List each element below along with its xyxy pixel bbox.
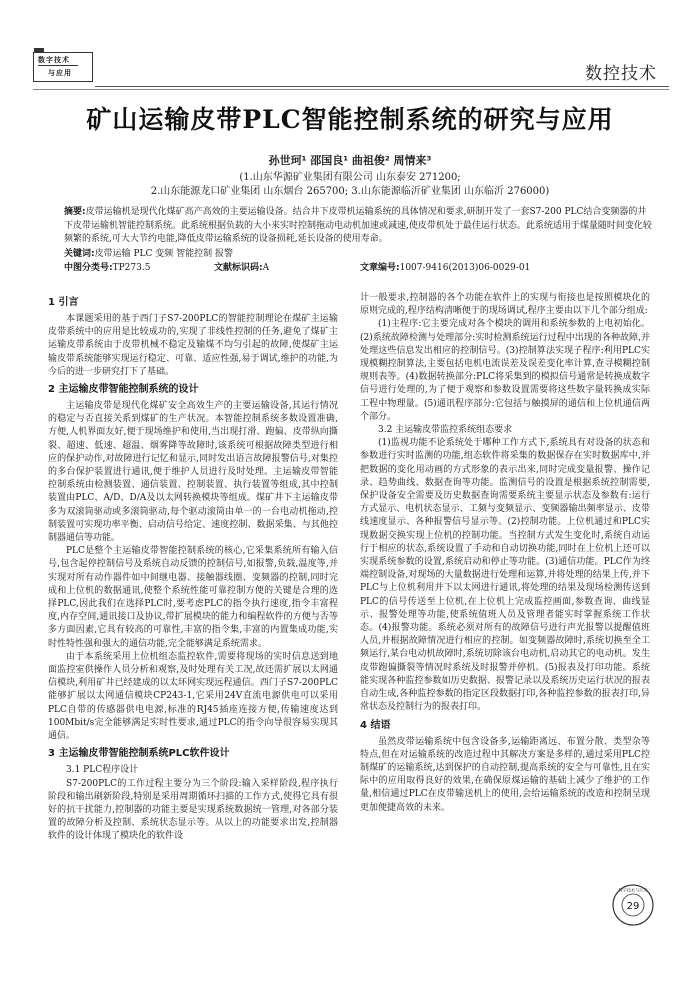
keywords-label: 关键词: — [64, 249, 95, 259]
affiliation-line: 2.山东能源龙口矿业集团 山东烟台 265700; 3.山东能源临沂矿业集团 山东临沂 276000) — [150, 186, 550, 197]
paragraph: (1)主程序:它主要完成对各个模块的调用和系统参数的上电初始化。(2)系统故障检测与处理部分:实时检测系统运行过程中出现的各种故障,并处理这些信息发出相应的控制信号。(3)控制算法实现子程序:利用PLC实现模糊控制算法,主要包括电机电流误差及误差变化率计算,查寻模糊控制规则表等。(4)数据转换部分:PLC将采集到的模拟信号通常是转换成数字信号进行处理的,为了便于观察和参数设置需要将这些数字量转换成实际工程中物理量。(5)通讯程序部分:它包括与触摸屏的通信和上位机通信两个部分。 — [360, 319, 650, 422]
paragraph: S7-200PLC的工作过程主要分为三个阶段:输入采样阶段,程序执行阶段和输出刷新阶段,特别是采用周期循环扫描的工作方式,使得它具有很好的抗干扰能力,控制器的功能主要是实现系统数据统一管理,对各部分装置的故障分析及控制、系统状态显示等。从以上的功能要求出发,控制器软件的设计体现了模块化的软件设 — [48, 778, 338, 842]
doc-label: 文献标识码: — [214, 263, 263, 273]
clc-number — [64, 260, 150, 273]
journal-logo — [33, 52, 93, 82]
doc-value: A — [262, 263, 270, 273]
clc-label: 中图分类号: — [64, 263, 113, 273]
paragraph: 计一般要求,控制器的各个功能在软件上的实现与衔接也是按照模块化的原则完成的,程序结构清晰便于的现场调试,程序主要由以下几个部分组成: — [360, 293, 650, 317]
abstract-text: 皮带运输机是现代化煤矿高产高效的主要运输设备。结合井下皮带机运输系统的具体情况和要求,研制开发了一套S7-200 PLC结合变频器的井下皮带运输机智能控制系统。此系统根据负载的大小来实时控制拖动电动机加速或减速,使皮带机处于最佳运行状态。此系统适用于煤量随时间变化较频繁的系统,可大大节约电能,降低皮带运输系统的设备损耗,延长设备的使用寿命。 — [64, 207, 652, 244]
keywords — [64, 246, 652, 259]
paper-title: 矿山运输皮带PLC智能控制系统的研究与应用 — [86, 105, 614, 134]
right-column — [360, 292, 650, 815]
logo-divider — [38, 65, 78, 66]
subsection-heading: 3.2 主运输皮带监控系统组态要求 — [378, 425, 513, 436]
logo-line1: 数字技术 — [38, 56, 70, 64]
logo-mark — [34, 48, 44, 53]
art-value: 1007-9416(2013)06-0029-01 — [399, 263, 531, 273]
article-number — [360, 260, 530, 273]
section-name: 数控技术 — [585, 64, 657, 84]
paper-authors: 孙世珂¹ 邵国良¹ 曲祖俊² 周情来³ — [268, 154, 432, 167]
header-rule-secondary — [33, 89, 669, 90]
section-heading: 1 引言 — [48, 297, 79, 308]
header-rule — [95, 86, 669, 87]
clc-value: TP273.5 — [112, 263, 151, 273]
paragraph: 虽然皮带运输系统中包含设备多,运输距离远、布置分散、类型杂等特点,但在对运输系统的改造过程中其解决方案是多样的,通过采用PLC控制煤矿的运输系统,达到保护的自动控制,提高系统的安全与可靠性,且在实际中的应用取得良好的效果,在确保原煤运输的基础上减少了维护的工作量,相信通过PLC在皮带输送机上的使用,会给运输系统的改造和控制呈现更加便捷高效的未来。 — [360, 736, 650, 813]
subsection-heading: 3.1 PLC程序设计 — [66, 765, 139, 776]
page-number: 29 — [626, 901, 640, 912]
paragraph: 由于本系统采用上位机组态监控软件,需要将现场的实时信息送到地面监控室供操作人员分析和观察,及时处理有关工况,故还需扩展以太网通信模块,利用矿井已经建成的以太环网实现远程通信。西门子S7-200PLC能够扩展以太网通信模块CP243-1,它采用24V直流电源供电可以采用PLC自带的传感器供电电源,标准的RJ45插座连接方便,传输速度达到100Mbit/s完全能够满足实时性要求,通过PLC的指令向导很容易实现其通信。 — [48, 651, 338, 742]
page-header — [33, 42, 669, 90]
paragraph: 本课题采用的基于西门子S7-200PLC的智能控制理论在煤矿主运输皮带系统中的应用是比较成功的,实现了非线性控制的任务,避免了煤矿主运输皮带系统由于皮带机械不稳定及输煤不均匀引起的故障,使煤矿主运输皮带系统能够实现运行稳定、可靠、适应性强,易于调试,维护的功能,为今后的进一步研究打下了基础。 — [48, 314, 338, 377]
affiliation-line: (1.山东华源矿业集团有限公司 山东泰安 271200; — [239, 172, 461, 183]
document-code — [214, 260, 269, 273]
seal-text: 数字技术与应用 — [618, 887, 648, 893]
paragraph: (1)监视功能不论系统处于哪种工作方式下,系统具有对设备的状态和参数进行实时监测的功能,组态软件将采集的数据保存在实时数据库中,并把数据的变化用动画的方式形象的表示出来,同时完成变量报警、操作记录、趋势曲线、数据查询等功能。监测信号的设置是根据系统控制需要,保护设备安全需要及历史数据查询需要系统主要显示状态及参数有:运行方式显示、电机状态显示、工频与变频显示、变频器输出频率显示、皮带线速度显示、各种报警信号显示等。(2)控制功能。上位机通过和PLC实现数据交换实现上位机的控制功能。当控制方式发生变化时,系统自动运行于相应的状态,系统设置了手动和自动切换功能,同时在上位机上还可以实现系统参数的设置,系统启动和停止等功能。(3)通信功能。PLC作为终端控制设备,对现场的大量数据进行处理和运算,并将处理的结果上传,并下PLC与上位机利用并下以太网进行通讯,将处理的结果及现场检测传送到PLC的信号传送至上位机,在上位机上完成监控画面,参数查询、曲线显示、报警处理等功能,使系统值班人员及管理者能实时掌握系统工作状态。(4)报警功能。系统必须对所有的故障信号进行声光报警以提醒值班人员,并根据故障情况进行相应的控制。如变频器故障时,系统切换至全工频运行,某台电动机故障时,系统切除该台电动机,启动其它的电动机。发生皮带跑偏撕裂等情况时系统及时报警并停机。(5)报表及打印功能。系统能实现各种监控参数如历史数据、报警记录以及系统历史运行状况的报表自动生成,各种监控参数的指定区段数据打印,各种监控参数的报表打印,异常状态及控制行为的报表打印。 — [360, 438, 650, 713]
page-number-seal — [611, 883, 655, 927]
paragraph: PLC是整个主运输皮带智能控制系统的核心,它采集系统所有输入信号,包含起停控制信号及系统自动反馈的控制信号,如报警,负载,温度等,并实现对所有动作器件如中间继电器、接触器线圈、变频器的控制,同时完成和上位机的数据通讯,使整个系统性能可靠控制方便的关键是合理的选择PLC,因此我们在选择PLC时,要考虑PLC的指令执行速度,指令丰富程度,内存空间,通讯接口及协议,带扩展模块的能力和编程软件的方便与否等多方面因素,它具有较高的可靠性,丰富的指令集,丰富的内置集成功能,实时性特性强和强大的通信功能,完全能够满足系统需求。 — [48, 546, 338, 649]
logo-line2: 与应用 — [48, 69, 72, 77]
abstract — [64, 206, 652, 247]
section-heading: 4 结语 — [360, 719, 391, 731]
paragraph: 主运输皮带是现代化煤矿安全高效生产的主要运输设备,其运行情况的稳定与否直接关系到煤矿的生产状况。本智能控制系统多数设置准确,方便,人机界面友好,便于现场维护和使用,当出现打滑、跑偏、皮带纵向撕裂、超速、低速、超温、烟雾降等故障时,该系统可根据故障类型进行相应的保护动作,对故障进行记忆和显示,同时发出语言故障报警信号,对集控的多台保护装置进行通讯,便于维护人员进行及时处理。主运输皮带智能控制系统由检测装置、通信装置、控制装置、执行装置等组成,其中控制装置由PLC、A/D、D/A及以太网转换模块等组成。煤矿井下主运输皮带多为双滚筒驱动或多滚筒驱动,每个驱动滚筒由单一的一台电动机拖动,控制装置可实现功率平衡、启动信号给定、速度控制、数据采集、与其他控制器通信等功能。 — [48, 401, 338, 544]
abstract-label: 摘要: — [64, 207, 86, 217]
left-column — [48, 292, 338, 844]
section-heading: 2 主运输皮带智能控制系统的设计 — [48, 384, 199, 396]
art-label: 文章编号: — [360, 263, 400, 273]
keywords-text: 皮带运输 PLC 变频 智能控制 报警 — [94, 249, 233, 259]
section-heading: 3 主运输皮带智能控制系统PLC软件设计 — [48, 748, 230, 760]
